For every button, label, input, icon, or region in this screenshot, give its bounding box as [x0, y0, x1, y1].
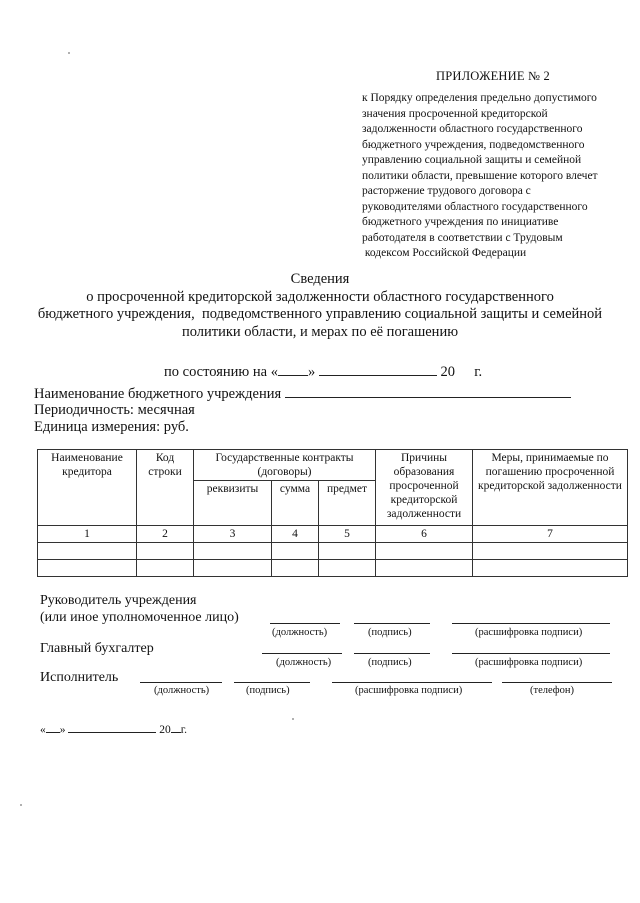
header-sum: сумма	[272, 481, 319, 526]
report-date	[40, 723, 187, 736]
appendix-line: управлению социальной защиты и семейной	[362, 154, 582, 166]
as-of-quote: »	[307, 364, 316, 380]
head-label-line1: Руководитель учреждения	[40, 593, 197, 608]
caption-signature: (подпись)	[368, 657, 412, 668]
appendix-line: политики области, превышение которого влечет	[362, 169, 598, 182]
header-creditor: Наименование кредитора	[38, 450, 137, 526]
appendix-line: бюджетного учреждения, подведомственного	[362, 138, 585, 151]
head-decoding-line[interactable]	[452, 623, 610, 624]
as-of-suffix: г.	[474, 364, 483, 380]
appendix-line: расторжение трудового договора с	[362, 185, 531, 197]
appendix-text	[362, 91, 634, 262]
appendix-title: ПРИЛОЖЕНИЕ № 2	[436, 69, 550, 83]
chief-position-line[interactable]	[262, 653, 342, 654]
appendix-line: работодателя в соответствии с Трудовым	[362, 231, 563, 244]
appendix-line: значения просроченной кредиторской	[362, 107, 548, 120]
executor-phone-line[interactable]	[502, 682, 612, 683]
scan-speck	[20, 804, 22, 806]
title-line: бюджетного учреждения, подведомственного управлению социальной защиты и семейной	[37, 306, 603, 322]
institution-row	[34, 385, 571, 403]
caption-position: (должность)	[276, 657, 332, 668]
institution-blank[interactable]	[285, 385, 571, 398]
date-year: 20	[159, 724, 171, 736]
caption-decoding: (расшифровка подписи)	[475, 657, 583, 668]
caption-decoding: (расшифровка подписи)	[355, 685, 463, 696]
date-suffix: г.	[180, 724, 188, 736]
caption-signature: (подпись)	[368, 627, 412, 638]
head-label-line2: (или иное уполномоченное лицо)	[40, 610, 239, 625]
column-number: 1	[38, 526, 137, 543]
month-blank[interactable]	[319, 363, 437, 376]
title-line: политики области, и мерах по её погашению	[181, 323, 459, 340]
appendix-line: бюджетного учреждения по инициативе	[362, 216, 559, 228]
appendix-line: кодексом Российской Федерации	[362, 247, 527, 259]
date-year-blank[interactable]	[171, 723, 181, 733]
table-row[interactable]	[38, 560, 628, 577]
column-numbers-row	[38, 526, 628, 543]
debt-table	[37, 449, 628, 577]
date-open-quote: «	[40, 724, 46, 736]
column-number: 5	[319, 526, 376, 543]
date-day-blank[interactable]	[46, 723, 60, 733]
executor-label: Исполнитель	[40, 670, 119, 685]
header-reasons: Причины образования просроченной кредиторской задолженности	[376, 450, 473, 526]
column-number: 7	[473, 526, 628, 543]
table-row[interactable]	[38, 543, 628, 560]
as-of-prefix: по состоянию на «	[164, 364, 278, 380]
header-code: Код строки	[137, 450, 194, 526]
as-of-year: 20	[440, 364, 455, 380]
caption-position: (должность)	[272, 627, 328, 638]
unit: Единица измерения: руб.	[34, 419, 189, 435]
title-line: Сведения	[290, 271, 350, 287]
column-number: 6	[376, 526, 473, 543]
caption-phone: (телефон)	[530, 685, 574, 696]
chief-accountant-label: Главный бухгалтер	[40, 641, 154, 656]
scan-speck	[292, 718, 294, 720]
date-month-blank[interactable]	[68, 723, 156, 733]
chief-decoding-line[interactable]	[452, 653, 610, 654]
column-number: 4	[272, 526, 319, 543]
column-number: 2	[137, 526, 194, 543]
document-title	[20, 271, 620, 341]
head-signature-line[interactable]	[354, 623, 430, 624]
caption-position: (должность)	[154, 685, 210, 696]
chief-signature-line[interactable]	[354, 653, 430, 654]
title-line: о просроченной кредиторской задолженности областного государственного	[86, 288, 554, 305]
appendix-line: к Порядку определения предельно допустимого	[362, 92, 597, 104]
header-contracts: Государственные контракты (договоры)	[194, 450, 376, 481]
executor-signature-line[interactable]	[234, 682, 310, 683]
header-subject: предмет	[319, 481, 376, 526]
appendix-line: задолженности областного государственного	[362, 123, 583, 135]
head-position-line[interactable]	[270, 623, 340, 624]
appendix-line: руководителями областного государственного	[362, 200, 588, 213]
as-of-date	[164, 363, 482, 381]
executor-position-line[interactable]	[140, 682, 222, 683]
header-measures: Меры, принимаемые по погашению просроченной кредиторской задолженности	[473, 450, 628, 526]
scan-speck	[68, 52, 70, 54]
caption-signature: (подпись)	[246, 685, 290, 696]
column-number: 3	[194, 526, 272, 543]
periodicity: Периодичность: месячная	[34, 402, 195, 418]
executor-decoding-line[interactable]	[332, 682, 492, 683]
day-blank[interactable]	[278, 363, 308, 376]
institution-label: Наименование бюджетного учреждения	[34, 386, 282, 402]
caption-decoding: (расшифровка подписи)	[475, 627, 583, 638]
header-requisites: реквизиты	[194, 481, 272, 526]
date-close-quote: »	[59, 724, 66, 736]
